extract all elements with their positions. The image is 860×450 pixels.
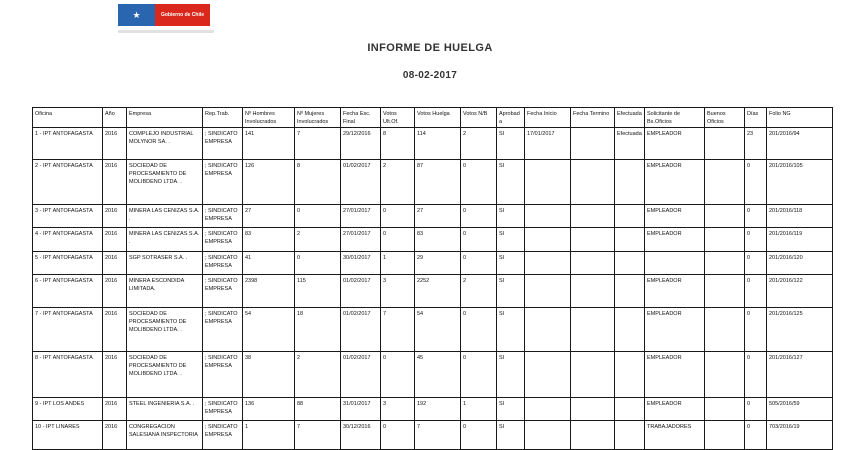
table-cell: ; SINDICATO EMPRESA <box>203 421 243 450</box>
table-cell: 88 <box>295 398 341 421</box>
table-cell: 8 <box>295 160 341 205</box>
table-cell: SOCIEDAD DE PROCESAMIENTO DE MOLIBDENO LTDA. . <box>127 308 203 352</box>
table-cell: 2016 <box>103 421 127 450</box>
table-row <box>33 160 833 205</box>
table-cell: 0 <box>745 308 767 352</box>
column-header: Nº Mujeres Involucrados <box>295 108 341 128</box>
table-cell: 2 <box>461 275 497 308</box>
table-cell: TRABAJADORES <box>645 421 705 450</box>
column-header: Nº Hombres Involucrados <box>243 108 295 128</box>
table-cell <box>705 160 745 205</box>
table-cell <box>525 308 571 352</box>
column-header: Fecha Termino <box>571 108 615 128</box>
table-cell: 2016 <box>103 252 127 275</box>
table-cell <box>615 352 645 398</box>
logo-red-band <box>155 4 210 26</box>
table-cell: 0 <box>381 421 415 450</box>
table-cell: 201/2016/105 <box>767 160 833 205</box>
table-cell: SGP SOTRASER S.A. . <box>127 252 203 275</box>
table-cell <box>705 421 745 450</box>
table-cell: 0 <box>461 308 497 352</box>
table-cell: EMPLEADOR <box>645 398 705 421</box>
table-cell: ; SINDICATO EMPRESA <box>203 252 243 275</box>
table-cell: 7 <box>295 421 341 450</box>
table-cell <box>571 308 615 352</box>
table-cell: 201/2016/94 <box>767 128 833 160</box>
table-cell: EMPLEADOR <box>645 275 705 308</box>
table-cell <box>525 228 571 252</box>
table-cell: 2016 <box>103 160 127 205</box>
table-cell: 10 - IPT LINARES <box>33 421 103 450</box>
table-cell: 505/2016/59 <box>767 398 833 421</box>
report-date: 08-02-2017 <box>402 70 458 81</box>
table-cell: 201/2016/127 <box>767 352 833 398</box>
table-cell <box>571 398 615 421</box>
table-cell: 1 <box>243 421 295 450</box>
table-cell: 2 <box>295 352 341 398</box>
table-cell: 136 <box>243 398 295 421</box>
table-cell <box>525 205 571 228</box>
table-cell: 83 <box>415 228 461 252</box>
table-cell: 7 <box>381 308 415 352</box>
column-header: Fecha Esc. Final <box>341 108 381 128</box>
table-cell <box>615 398 645 421</box>
table-cell: SOCIEDAD DE PROCESAMIENTO DE MOLIBDENO LTDA. . <box>127 352 203 398</box>
column-header: Votos Ult.Of. <box>381 108 415 128</box>
table-cell: 2016 <box>103 205 127 228</box>
table-cell: 0 <box>461 352 497 398</box>
table-cell: 30/12/2016 <box>341 421 381 450</box>
table-cell <box>571 205 615 228</box>
table-cell: 01/02/2017 <box>341 308 381 352</box>
table-cell: MINERA LAS CENIZAS S.A. . <box>127 205 203 228</box>
table-cell: SI <box>497 308 525 352</box>
table-cell: 0 <box>381 352 415 398</box>
table-cell: 0 <box>461 205 497 228</box>
table-cell <box>571 128 615 160</box>
table-cell: 2016 <box>103 128 127 160</box>
table-cell: 23 <box>745 128 767 160</box>
table-cell: EMPLEADOR <box>645 352 705 398</box>
huelga-table <box>32 107 833 450</box>
table-cell: 2016 <box>103 398 127 421</box>
table-cell: 1 <box>381 252 415 275</box>
table-cell: 0 <box>745 398 767 421</box>
column-header: Solicitante de Bs.Oficios <box>645 108 705 128</box>
table-cell <box>525 398 571 421</box>
table-cell <box>615 421 645 450</box>
table-cell: 01/02/2017 <box>341 352 381 398</box>
table-cell: ; SINDICATO EMPRESA <box>203 160 243 205</box>
table-cell: 30/01/2017 <box>341 252 381 275</box>
table-cell: 2398 <box>243 275 295 308</box>
table-cell: 7 <box>295 128 341 160</box>
table-cell: 7 - IPT ANTOFAGASTA <box>33 308 103 352</box>
table-cell: 27/01/2017 <box>341 205 381 228</box>
table-cell: SI <box>497 160 525 205</box>
table-cell: ; SINDICATO EMPRESA <box>203 205 243 228</box>
table-cell: 114 <box>415 128 461 160</box>
table-cell: STEEL INGENIERIA S.A. . <box>127 398 203 421</box>
table-cell: 201/2016/119 <box>767 228 833 252</box>
table-cell: EMPLEADOR <box>645 160 705 205</box>
table-cell: COMPLEJO INDUSTRIAL MOLYNOR SA. . <box>127 128 203 160</box>
table-cell: 0 <box>461 228 497 252</box>
table-cell: ; SINDICATO EMPRESA <box>203 275 243 308</box>
table-header-row <box>33 108 833 128</box>
table-cell: 29 <box>415 252 461 275</box>
table-cell: 201/2016/122 <box>767 275 833 308</box>
table-row <box>33 308 833 352</box>
table-cell <box>705 252 745 275</box>
table-cell: EMPLEADOR <box>645 308 705 352</box>
table-cell: 2016 <box>103 228 127 252</box>
table-cell: 2252 <box>415 275 461 308</box>
table-cell <box>571 228 615 252</box>
table-cell: 703/2016/19 <box>767 421 833 450</box>
table-cell <box>525 352 571 398</box>
table-cell: 2016 <box>103 308 127 352</box>
table-cell: 0 <box>745 352 767 398</box>
table-cell: 8 <box>381 128 415 160</box>
column-header: Buenos Oficios <box>705 108 745 128</box>
column-header: Días <box>745 108 767 128</box>
table-cell: 0 <box>295 252 341 275</box>
table-cell: 0 <box>381 228 415 252</box>
table-cell: CONGREGACION SALESIANA INSPECTORIA <box>127 421 203 450</box>
table-cell: 31/01/2017 <box>341 398 381 421</box>
table-cell: 17/01/2017 <box>525 128 571 160</box>
table-cell: SOCIEDAD DE PROCESAMIENTO DE MOLIBDENO LTDA. . <box>127 160 203 205</box>
table-cell: 0 <box>461 421 497 450</box>
table-cell <box>525 160 571 205</box>
table-cell: 0 <box>745 205 767 228</box>
table-cell: 0 <box>745 228 767 252</box>
table-cell: 1 - IPT ANTOFAGASTA <box>33 128 103 160</box>
table-cell: 1 <box>461 398 497 421</box>
table-cell: 2 - IPT ANTOFAGASTA <box>33 160 103 205</box>
table-row <box>33 421 833 450</box>
logo-subtext-smudge <box>118 30 214 33</box>
table-cell: 5 - IPT ANTOFAGASTA <box>33 252 103 275</box>
table-cell: 201/2016/120 <box>767 252 833 275</box>
table-cell: ; SINDICATO EMPRESA <box>203 128 243 160</box>
table-cell: SI <box>497 128 525 160</box>
table-cell <box>615 205 645 228</box>
table-cell: 45 <box>415 352 461 398</box>
table-row <box>33 128 833 160</box>
table-cell: 83 <box>243 228 295 252</box>
table-cell: SI <box>497 398 525 421</box>
table-row <box>33 252 833 275</box>
table-cell: 201/2016/118 <box>767 205 833 228</box>
column-header: Empresa <box>127 108 203 128</box>
column-header: Rep.Trab. <box>203 108 243 128</box>
table-cell <box>615 160 645 205</box>
table-cell: 01/02/2017 <box>341 275 381 308</box>
table-cell: SI <box>497 352 525 398</box>
table-row <box>33 228 833 252</box>
table-cell <box>705 128 745 160</box>
table-cell <box>705 398 745 421</box>
table-cell: 54 <box>243 308 295 352</box>
table-cell: 0 <box>461 160 497 205</box>
table-cell: 126 <box>243 160 295 205</box>
table-cell: 3 <box>381 398 415 421</box>
table-cell: ; SINDICATO EMPRESA <box>203 352 243 398</box>
table-cell: 0 <box>745 275 767 308</box>
table-cell: 0 <box>461 252 497 275</box>
table-cell: 2 <box>295 228 341 252</box>
table-cell <box>525 275 571 308</box>
table-cell: 27 <box>415 205 461 228</box>
table-cell: 4 - IPT ANTOFAGASTA <box>33 228 103 252</box>
table-cell <box>571 252 615 275</box>
table-cell: 9 - IPT LOS ANDES <box>33 398 103 421</box>
table-cell: MINERA LAS CENIZAS S.A. . <box>127 228 203 252</box>
table-cell: 3 - IPT ANTOFAGASTA <box>33 205 103 228</box>
table-cell: EMPLEADOR <box>645 205 705 228</box>
table-cell: ; SINDICATO EMPRESA <box>203 228 243 252</box>
table-cell: 2016 <box>103 275 127 308</box>
table-cell: 7 <box>415 421 461 450</box>
table-container <box>32 107 832 450</box>
table-cell <box>615 252 645 275</box>
table-cell <box>705 275 745 308</box>
table-row <box>33 352 833 398</box>
table-cell <box>705 205 745 228</box>
table-cell: Efectuada <box>615 128 645 160</box>
table-cell: 141 <box>243 128 295 160</box>
table-cell <box>645 252 705 275</box>
table-cell: 41 <box>243 252 295 275</box>
table-cell: 0 <box>745 252 767 275</box>
page-title: INFORME DE HUELGA <box>367 42 493 54</box>
table-cell: 192 <box>415 398 461 421</box>
table-cell: 27 <box>243 205 295 228</box>
table-cell: 18 <box>295 308 341 352</box>
column-header: Votos N/B <box>461 108 497 128</box>
table-cell: 2016 <box>103 352 127 398</box>
table-cell <box>525 252 571 275</box>
table-cell: 38 <box>243 352 295 398</box>
table-cell: 01/02/2017 <box>341 160 381 205</box>
table-cell <box>571 275 615 308</box>
table-cell: 0 <box>745 421 767 450</box>
table-cell: 115 <box>295 275 341 308</box>
table-cell: ; SINDICATO EMPRESA <box>203 308 243 352</box>
table-cell: 0 <box>295 205 341 228</box>
table-cell <box>615 275 645 308</box>
table-cell <box>571 160 615 205</box>
star-icon: ★ <box>132 9 141 20</box>
logo-blue-square <box>118 4 155 26</box>
column-header: Año <box>103 108 127 128</box>
column-header: Efectuada <box>615 108 645 128</box>
logo-text: Gobierno de Chile <box>160 12 205 18</box>
table-cell: 0 <box>381 205 415 228</box>
table-cell: SI <box>497 275 525 308</box>
table-cell <box>705 228 745 252</box>
column-header: Oficina <box>33 108 103 128</box>
table-cell <box>571 352 615 398</box>
gobierno-de-chile-logo <box>118 4 210 26</box>
table-cell: EMPLEADOR <box>645 128 705 160</box>
table-cell <box>705 352 745 398</box>
table-cell: SI <box>497 252 525 275</box>
table-row <box>33 205 833 228</box>
column-header: Aprobada <box>497 108 525 128</box>
table-cell: 2 <box>381 160 415 205</box>
table-cell: 87 <box>415 160 461 205</box>
table-cell: 0 <box>745 160 767 205</box>
table-cell <box>571 421 615 450</box>
table-row <box>33 398 833 421</box>
column-header: Fecha Inicio <box>525 108 571 128</box>
table-cell <box>615 228 645 252</box>
table-cell: 201/2016/125 <box>767 308 833 352</box>
table-cell: 6 - IPT ANTOFAGASTA <box>33 275 103 308</box>
column-header: Folio NG <box>767 108 833 128</box>
table-cell: EMPLEADOR <box>645 228 705 252</box>
table-cell: 29/12/2016 <box>341 128 381 160</box>
table-cell: ; SINDICATO EMPRESA <box>203 398 243 421</box>
table-cell: 27/01/2017 <box>341 228 381 252</box>
table-cell <box>705 308 745 352</box>
table-row <box>33 275 833 308</box>
table-cell: 3 <box>381 275 415 308</box>
table-cell <box>525 421 571 450</box>
table-cell: SI <box>497 421 525 450</box>
table-cell: SI <box>497 205 525 228</box>
table-cell: SI <box>497 228 525 252</box>
table-cell: 8 - IPT ANTOFAGASTA <box>33 352 103 398</box>
table-cell: 54 <box>415 308 461 352</box>
table-cell <box>615 308 645 352</box>
table-cell: MINERA ESCONDIDA LIMITADA. <box>127 275 203 308</box>
column-header: Votos Huelga <box>415 108 461 128</box>
table-cell: 2 <box>461 128 497 160</box>
